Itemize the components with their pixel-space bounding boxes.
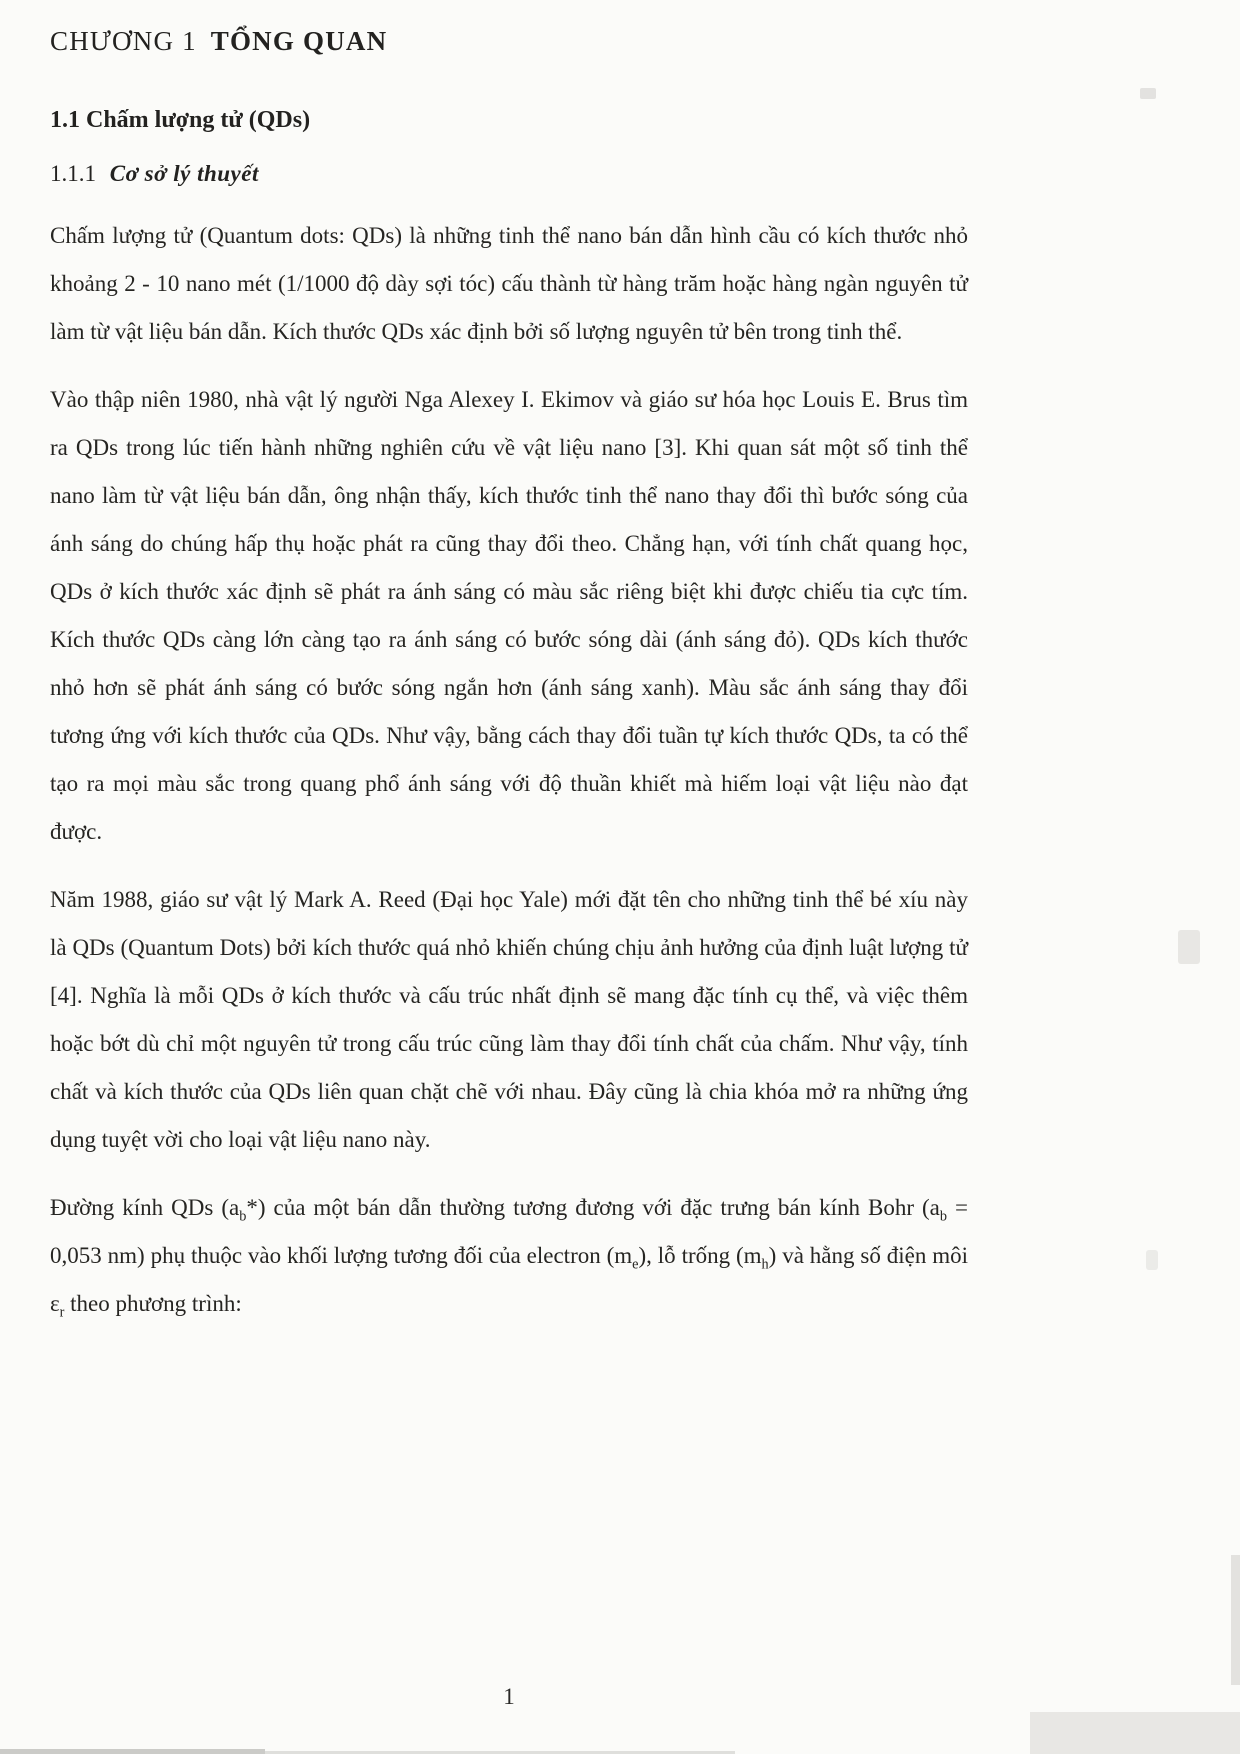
paragraph-bohr-radius	[50, 1184, 968, 1328]
subscript-run: h	[761, 1256, 769, 1273]
text-run: *) của một bán dẫn thường tương đương với đặc trưng bán kính Bohr (a	[246, 1195, 940, 1220]
text-run: ) và hằng số điện môi ε	[50, 1243, 968, 1316]
text-run: Đường kính QDs (a	[50, 1195, 240, 1220]
subscript-run: e	[632, 1256, 639, 1273]
subsection-title: Cơ sở lý thuyết	[109, 161, 259, 186]
scan-artifact	[0, 1749, 265, 1754]
chapter-title	[50, 26, 968, 57]
scan-artifact	[1231, 1555, 1240, 1685]
paragraph-qds-naming: Năm 1988, giáo sư vật lý Mark A. Reed (Đại học Yale) mới đặt tên cho những tinh thể bé xíu này là QDs (Quantum Dots) bởi kích thước quá nhỏ khiến chúng chịu ảnh hưởng của định luật lượng tử [4]. Nghĩa là mỗi QDs ở kích thước và cấu trúc nhất định sẽ mang đặc tính cụ thể, và việc thêm hoặc bớt dù chỉ một nguyên tử trong cấu trúc cũng làm thay đổi tính chất của chấm. Như vậy, tính chất và kích thước của QDs liên quan chặt chẽ với nhau. Đây cũng là chia khóa mở ra những ứng dụng tuyệt vời cho loại vật liệu nano này.	[50, 887, 968, 1152]
text-run: ), lỗ trống (m	[638, 1243, 762, 1268]
scan-artifact	[1178, 930, 1200, 964]
scan-artifact	[1030, 1712, 1240, 1754]
subsection-heading	[50, 161, 968, 187]
section-heading: 1.1 Chấm lượng tử (QDs)	[50, 107, 311, 133]
paragraph-qds-discovery: Vào thập niên 1980, nhà vật lý người Nga Alexey I. Ekimov và giáo sư hóa học Louis E. Brus tìm ra QDs trong lúc tiến hành những nghiên cứu về vật liệu nano [3]. Khi quan sát một số tinh thể nano làm từ vật liệu bán dẫn, ông nhận thấy, kích thước tinh thể nano thay đổi thì bước sóng của ánh sáng do chúng hấp thụ hoặc phát ra cũng thay đổi theo. Chẳng hạn, với tính chất quang học, QDs ở kích thước xác định sẽ phát ra ánh sáng có màu sắc riêng biệt khi được chiếu tia cực tím. Kích thước QDs càng lớn càng tạo ra ánh sáng có bước sóng dài (ánh sáng đỏ). QDs kích thước nhỏ hơn sẽ phát ánh sáng có bước sóng ngắn hơn (ánh sáng xanh). Màu sắc ánh sáng thay đổi tương ứng với kích thước của QDs. Như vậy, bằng cách thay đổi tuần tự kích thước QDs, ta có thể tạo ra mọi màu sắc trong quang phổ ánh sáng với độ thuần khiết mà hiếm loại vật liệu nào đạt được.	[50, 387, 968, 844]
subscript-run: b	[239, 1208, 247, 1225]
scan-artifact	[1140, 88, 1156, 99]
text-run: = 0,053 nm) phụ thuộc vào khối lượng tương đối của electron (m	[50, 1195, 968, 1268]
chapter-name: TỔNG QUAN	[210, 26, 388, 56]
subscript-run: r	[59, 1304, 65, 1321]
page-number: 1	[503, 1684, 515, 1709]
chapter-number: CHƯƠNG 1	[50, 26, 197, 56]
paragraph-qds-definition: Chấm lượng tử (Quantum dots: QDs) là những tinh thể nano bán dẫn hình cầu có kích thước nhỏ khoảng 2 - 10 nano mét (1/1000 độ dày sợi tóc) cấu thành từ hàng trăm hoặc hàng ngàn nguyên tử làm từ vật liệu bán dẫn. Kích thước QDs xác định bởi số lượng nguyên tử bên trong tinh thể.	[50, 223, 968, 344]
subscript-run: b	[939, 1208, 948, 1225]
scan-artifact	[1146, 1250, 1158, 1270]
subsection-number: 1.1.1	[50, 161, 96, 186]
text-run: theo phương trình:	[64, 1291, 242, 1316]
